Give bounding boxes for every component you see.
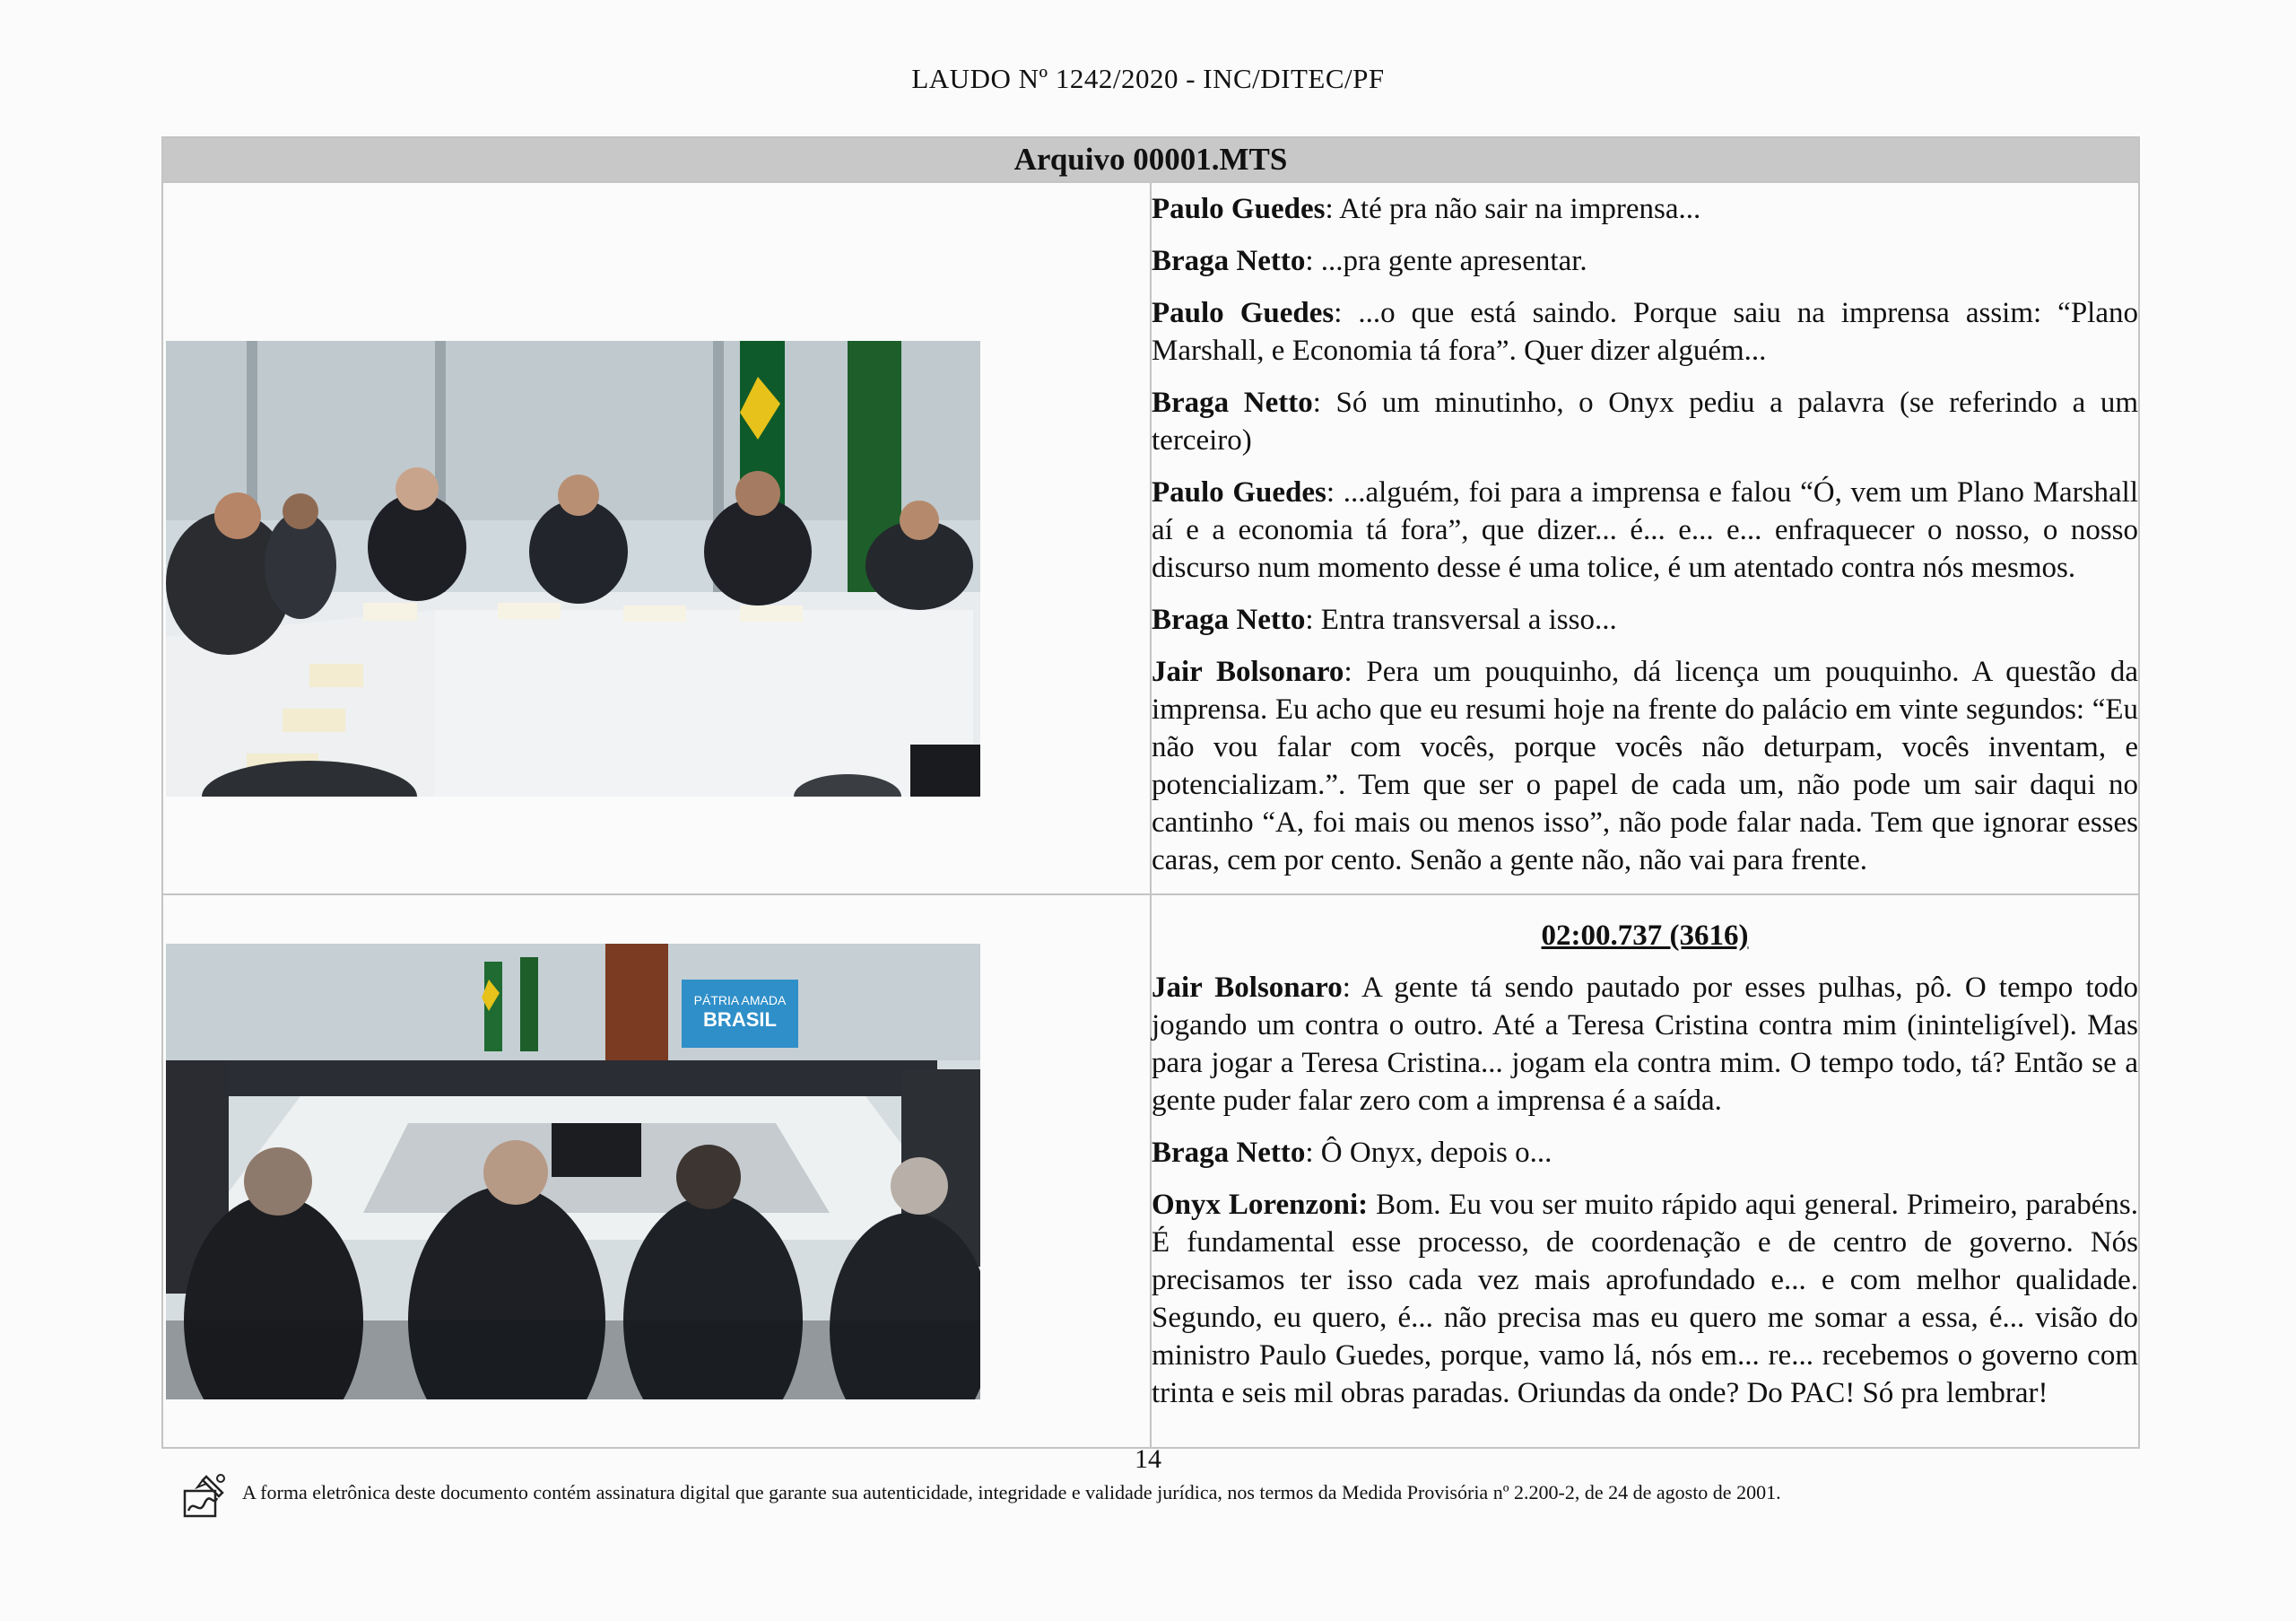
speech-text: Só um minutinho, o Onyx pediu a palavra (se referindo a um terceiro) <box>1152 387 2138 457</box>
speaker-name: Paulo Guedes <box>1152 297 1335 329</box>
dialogue-line: Jair Bolsonaro: Pera um pouquinho, dá licença um pouquinho. A questão da imprensa. Eu acho que eu resumi hoje na frente do palácio em vinte segundos: “Eu não vou falar com vocês, porque vocês não deturpam, vocês inventam, e potencializam.”. Tem que ser o papel de cada um, não pode um sair daqui no cantinho “A, foi mais ou menos isso”, não pode falar nada. Tem que ignorar esses caras, cem por cento. Senão a gente não, não vai para frente. <box>1152 656 2138 876</box>
banner-line-2: BRASIL <box>703 1008 777 1031</box>
transcript-table <box>161 136 2140 1449</box>
digital-signature-icon <box>179 1471 230 1521</box>
speech-text: ...alguém, foi para a imprensa e falou “Ó, vem um Plano Marshall aí e a economia tá fora”, que dizer... é... e... e... enfraquecer o nosso, o nosso discurso num momento desse é uma tolice, é um atentado contra nós mesmos. <box>1152 476 2138 584</box>
dialogue-line: Braga Netto: Só um minutinho, o Onyx pediu a palavra (se referindo a um terceiro) <box>1152 387 2138 457</box>
timestamp: 02:00.737 (3616) <box>1541 919 1749 952</box>
banner-line-1: PÁTRIA AMADA <box>693 993 787 1007</box>
dialogue-line: Braga Netto: Ô Onyx, depois o... <box>1152 1137 1552 1169</box>
digital-signature-notice: A forma eletrônica deste documento contém assinatura digital que garante sua autenticidade, integridade e validade jurídica, nos termos da Medida Provisória nº 2.200-2, de 24 de agosto de 2001. <box>242 1481 1781 1503</box>
speech-text: Entra transversal a isso... <box>1320 604 1617 636</box>
speech-text: A gente tá sendo pautado por esses pulhas, pô. O tempo todo jogando um contra o outro. Até a Teresa Cristina contra mim (ininteligível). Mas para jogar a Teresa Cristina... jogam ela contra mim. O tempo todo, tá? Então se a gente puder falar zero com a imprensa é a saída. <box>1152 972 2138 1117</box>
speaker-name: Paulo Guedes <box>1152 476 1326 509</box>
dialogue-line: Braga Netto: ...pra gente apresentar. <box>1152 245 1587 277</box>
speaker-name: Onyx Lorenzoni: <box>1152 1189 1369 1221</box>
speaker-name: Jair Bolsonaro <box>1152 972 1343 1004</box>
speech-text: Até pra não sair na imprensa... <box>1339 193 1701 225</box>
meeting-photo-1 <box>166 341 980 797</box>
report-header: LAUDO Nº 1242/2020 - INC/DITEC/PF <box>911 63 1385 94</box>
speaker-name: Paulo Guedes <box>1152 193 1326 225</box>
dialogue-line: Paulo Guedes: ...o que está saindo. Porque saiu na imprensa assim: “Plano Marshall, e Economia tá fora”. Quer dizer alguém... <box>1152 297 2138 367</box>
speaker-name: Jair Bolsonaro <box>1152 656 1344 688</box>
photo-cell-1 <box>162 182 1151 894</box>
dialogue-line <box>1152 1186 2138 1412</box>
dialogue-line: Braga Netto: Entra transversal a isso... <box>1152 604 1617 636</box>
speech-text: ...o que está saindo. Porque saiu na imprensa assim: “Plano Marshall, e Economia tá fora”. Quer dizer alguém... <box>1152 297 2138 367</box>
file-title: Arquivo 00001.MTS <box>162 137 2139 182</box>
meeting-photo-2 <box>166 944 980 1399</box>
speaker-name: Braga Netto <box>1152 604 1306 636</box>
photo-cell-2 <box>162 894 1151 1448</box>
page-number: 14 <box>1135 1444 1161 1474</box>
speaker-name: Braga Netto <box>1152 245 1306 277</box>
speech-text: ...pra gente apresentar. <box>1320 245 1587 277</box>
dialogue-line: Paulo Guedes: Até pra não sair na imprensa... <box>1152 193 1701 225</box>
speaker-name: Braga Netto <box>1152 1137 1306 1169</box>
dialogue-line: Jair Bolsonaro: A gente tá sendo pautado por esses pulhas, pô. O tempo todo jogando um contra o outro. Até a Teresa Cristina contra mim (ininteligível). Mas para jogar a Teresa Cristina... jogam ela contra mim. O tempo todo, tá? Então se a gente puder falar zero com a imprensa é a saída. <box>1152 972 2138 1117</box>
transcript-cell-2 <box>1151 894 2139 1448</box>
speech-text: Pera um pouquinho, dá licença um pouquinho. A questão da imprensa. Eu acho que eu resumi hoje na frente do palácio em vinte segundos: “Eu não vou falar com vocês, porque vocês não deturpam, vocês inventam, e potencializam.”. Tem que ser o papel de cada um, não pode um sair daqui no cantinho “A, foi mais ou menos isso”, não pode falar nada. Tem que ignorar esses caras, cem por cento. Senão a gente não, não vai para frente. <box>1152 656 2138 876</box>
transcript-cell-1 <box>1151 182 2139 894</box>
dialogue-line: Paulo Guedes: ...alguém, foi para a imprensa e falou “Ó, vem um Plano Marshall aí e a economia tá fora”, que dizer... é... e... e... enfraquecer o nosso, o nosso discurso num momento desse é uma tolice, é um atentado contra nós mesmos. <box>1152 476 2138 584</box>
speech-text: Ô Onyx, depois o... <box>1320 1137 1552 1169</box>
speech-text: Bom. Eu vou ser muito rápido aqui general. Primeiro, parabéns. É fundamental esse processo, de coordenação e de centro de governo. Nós precisamos ter isso cada vez mais aprofundado e... e com melhor qualidade. Segundo, eu quero, é... não precisa mas eu quero me somar a essa, é... visão do ministro Paulo Guedes, porque, vamo lá, nós em... re... recebemos o governo com trinta e seis mil obras paradas. Oriundas da onde? Do PAC! Só pra lembrar! <box>1152 1189 2139 1409</box>
speaker-name: Braga Netto <box>1152 387 1313 419</box>
